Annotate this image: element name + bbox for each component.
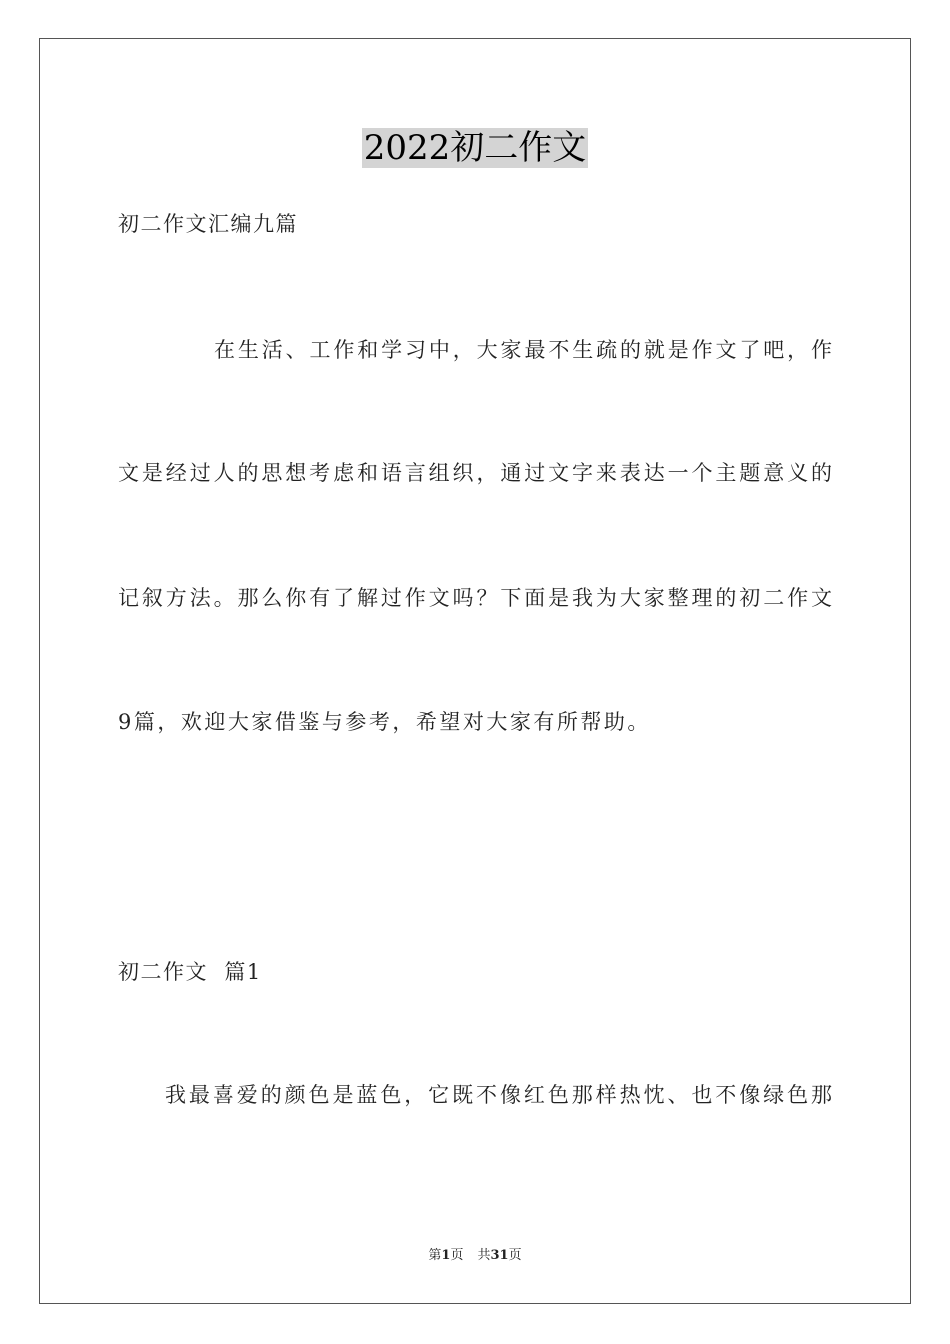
section-heading: 初二作文 篇1 bbox=[118, 960, 262, 984]
section-paragraph-line-1: 我最喜爱的颜色是蓝色，它既不像红色那样热忱、也不像绿色那 bbox=[165, 1083, 832, 1107]
intro-paragraph-line-4: 9篇，欢迎大家借鉴与参考，希望对大家有所帮助。 bbox=[118, 710, 651, 734]
page-footer bbox=[0, 1247, 950, 1265]
intro-paragraph-line-1: 在生活、工作和学习中，大家最不生疏的就是作文了吧，作 bbox=[214, 338, 832, 362]
document-title: 2022初二作文 bbox=[363, 128, 587, 168]
intro-paragraph-line-2: 文是经过人的思想考虑和语言组织，通过文字来表达一个主题意义的 bbox=[118, 461, 832, 485]
intro-paragraph-line-3: 记叙方法。那么你有了解过作文吗？下面是我为大家整理的初二作文 bbox=[118, 586, 832, 610]
footer-page-number: 1 bbox=[441, 1248, 451, 1263]
footer-page-suffix: 页 bbox=[450, 1248, 464, 1263]
title-container bbox=[0, 128, 950, 168]
footer-total-pages: 31 bbox=[490, 1248, 509, 1263]
footer-total-suffix: 页 bbox=[508, 1248, 522, 1263]
footer-page-prefix: 第 bbox=[428, 1248, 442, 1263]
document-subtitle: 初二作文汇编九篇 bbox=[118, 212, 298, 236]
footer-total-prefix: 共 bbox=[477, 1248, 491, 1263]
